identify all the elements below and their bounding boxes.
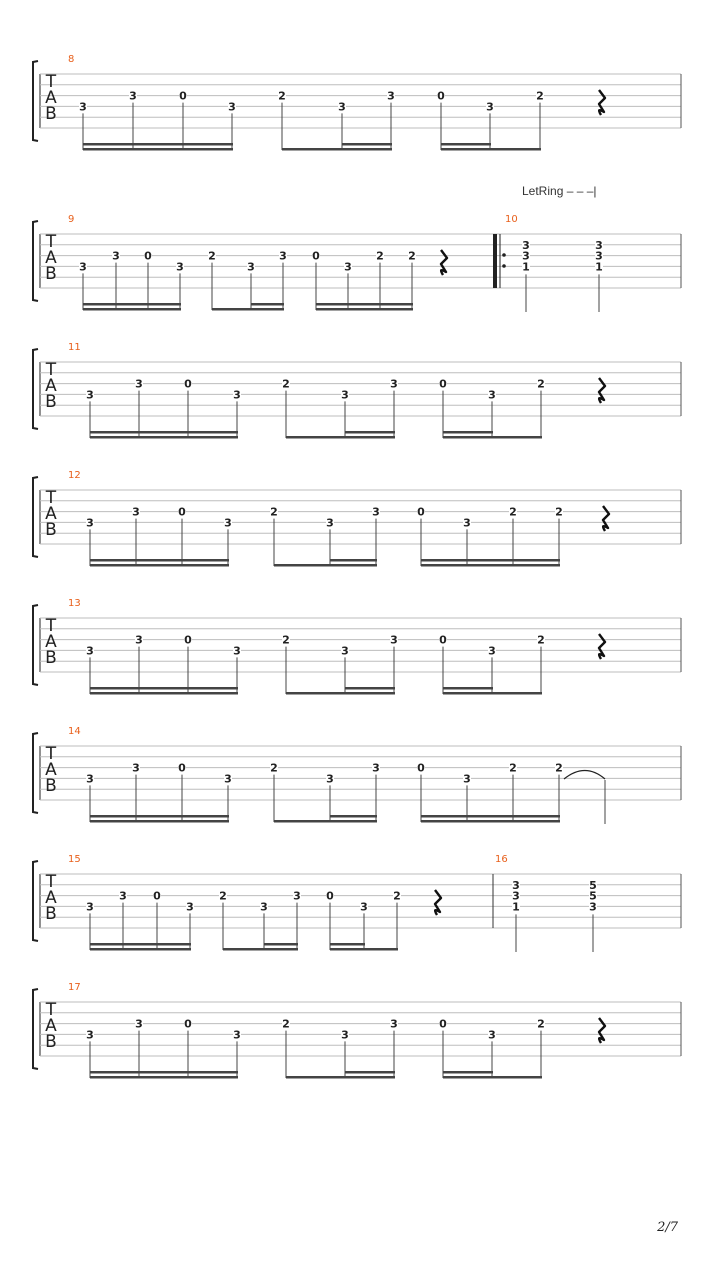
beam-secondary: [345, 687, 395, 690]
beam-secondary: [330, 943, 365, 946]
fret-number: 2: [376, 249, 384, 263]
beam-secondary: [251, 303, 284, 306]
beam: [274, 820, 377, 823]
let-ring-marking: [522, 184, 597, 198]
system-bracket: [33, 605, 38, 685]
fret-number: 3: [233, 1028, 241, 1042]
fret-number: 2: [537, 633, 545, 647]
measure-number: 17: [68, 982, 81, 993]
tab-system: [33, 477, 681, 567]
fret-number: 3: [112, 249, 120, 263]
fret-number: 2: [393, 889, 401, 903]
fret-number: 3: [488, 1028, 496, 1042]
tab-clef-letter: A: [45, 504, 57, 524]
beam: [212, 308, 284, 311]
tab-clef-letter: B: [45, 776, 57, 796]
tab-clef-letter: T: [45, 360, 57, 380]
tie-arc: [564, 771, 605, 780]
tab-clef-letter: B: [45, 264, 57, 284]
quarter-rest: [599, 90, 605, 115]
beam: [90, 820, 229, 823]
system-bracket: [33, 221, 38, 301]
system-bracket: [33, 349, 38, 429]
fret-number: 3: [338, 100, 346, 114]
measure-number: 8: [68, 54, 75, 65]
fret-number: 3: [86, 772, 94, 786]
fret-number: 2: [537, 377, 545, 391]
fret-number: 3: [79, 260, 87, 274]
fret-number: 3: [132, 761, 140, 775]
fret-number: 0: [437, 89, 445, 103]
beam: [286, 436, 395, 439]
fret-number: 3: [344, 260, 352, 274]
beam-secondary: [441, 143, 491, 146]
beam: [286, 692, 395, 695]
beam-secondary: [443, 1071, 493, 1074]
tab-clef-letter: T: [45, 72, 57, 92]
fret-number: 3: [488, 388, 496, 402]
fret-number: 3: [463, 772, 471, 786]
fret-number: 3: [86, 516, 94, 530]
fret-number: 2: [282, 1017, 290, 1031]
chord-fret-number: 1: [522, 260, 530, 274]
tab-clef-letter: T: [45, 488, 57, 508]
fret-number: 3: [132, 505, 140, 519]
fret-number: 2: [270, 505, 278, 519]
fret-number: 3: [486, 100, 494, 114]
beam-secondary: [83, 303, 181, 306]
fret-number: 0: [439, 633, 447, 647]
tab-system: [33, 989, 681, 1079]
beam: [83, 308, 181, 311]
fret-number: 3: [233, 644, 241, 658]
tab-system: [33, 605, 681, 695]
fret-number: 3: [135, 377, 143, 391]
fret-number: 2: [278, 89, 286, 103]
fret-number: 0: [178, 505, 186, 519]
fret-number: 3: [260, 900, 268, 914]
fret-number: 0: [184, 633, 192, 647]
fret-number: 3: [224, 772, 232, 786]
fret-number: 2: [270, 761, 278, 775]
beam-secondary: [345, 431, 395, 434]
measure-number: 9: [68, 214, 75, 225]
quarter-rest: [441, 250, 447, 275]
fret-number: 3: [186, 900, 194, 914]
tab-clef-letter: T: [45, 872, 57, 892]
measure-number: 10: [505, 214, 518, 225]
measure-number: 14: [68, 726, 81, 737]
fret-number: 3: [233, 388, 241, 402]
let-ring-dashes: – – –|: [566, 184, 597, 198]
fret-number: 3: [387, 89, 395, 103]
fret-number: 0: [417, 505, 425, 519]
fret-number: 0: [184, 377, 192, 391]
fret-number: 2: [282, 377, 290, 391]
tab-system: [33, 861, 681, 952]
beam: [90, 948, 191, 951]
fret-number: 3: [129, 89, 137, 103]
tab-clef-letter: B: [45, 648, 57, 668]
fret-number: 3: [341, 644, 349, 658]
chord-fret-number: 1: [512, 900, 520, 914]
beam: [443, 436, 542, 439]
fret-number: 2: [282, 633, 290, 647]
beam: [316, 308, 413, 311]
beam-secondary: [342, 143, 392, 146]
beam-secondary: [421, 559, 560, 562]
beam: [90, 436, 238, 439]
quarter-rest: [599, 634, 605, 659]
beam: [421, 564, 560, 567]
chord-fret-number: 3: [512, 878, 520, 892]
beam: [286, 1076, 395, 1079]
quarter-rest: [599, 1018, 605, 1043]
tab-system: [33, 221, 681, 312]
chord-fret-number: 3: [522, 249, 530, 263]
fret-number: 2: [537, 1017, 545, 1031]
beam: [282, 148, 392, 151]
beam-secondary: [90, 943, 191, 946]
beam-secondary: [264, 943, 298, 946]
beam-secondary: [90, 687, 238, 690]
beam: [90, 692, 238, 695]
tab-system: [33, 349, 681, 439]
fret-number: 3: [372, 761, 380, 775]
repeat-dot: [502, 253, 506, 257]
beam-secondary: [345, 1071, 395, 1074]
repeat-thick-bar: [493, 234, 497, 288]
measure-number: 16: [495, 854, 508, 865]
fret-number: 3: [360, 900, 368, 914]
fret-number: 0: [179, 89, 187, 103]
fret-number: 3: [326, 516, 334, 530]
tab-clef-letter: B: [45, 104, 57, 124]
fret-number: 3: [326, 772, 334, 786]
quarter-rest: [435, 890, 441, 915]
fret-number: 3: [279, 249, 287, 263]
beam-secondary: [90, 559, 229, 562]
tab-clef-letter: B: [45, 520, 57, 540]
system-bracket: [33, 861, 38, 941]
beam-secondary: [330, 559, 377, 562]
beam-secondary: [443, 431, 493, 434]
fret-number: 0: [144, 249, 152, 263]
fret-number: 3: [79, 100, 87, 114]
tab-clef-letter: A: [45, 632, 57, 652]
beam: [421, 820, 560, 823]
fret-number: 3: [341, 388, 349, 402]
measure-number: 12: [68, 470, 81, 481]
system-bracket: [33, 733, 38, 813]
fret-number: 3: [341, 1028, 349, 1042]
fret-number: 3: [228, 100, 236, 114]
page-number: 2/7: [657, 1220, 678, 1235]
beam-secondary: [330, 815, 377, 818]
fret-number: 3: [176, 260, 184, 274]
fret-number: 2: [208, 249, 216, 263]
fret-number: 3: [86, 388, 94, 402]
fret-number: 0: [439, 377, 447, 391]
tab-clef-letter: T: [45, 232, 57, 252]
beam: [83, 148, 233, 151]
fret-number: 3: [488, 644, 496, 658]
chord-fret-number: 5: [589, 889, 597, 903]
tab-system: [33, 733, 681, 824]
beam: [90, 1076, 238, 1079]
tab-clef-letter: A: [45, 376, 57, 396]
beam-secondary: [90, 1071, 238, 1074]
measure-number: 13: [68, 598, 81, 609]
system-bracket: [33, 61, 38, 141]
fret-number: 0: [439, 1017, 447, 1031]
fret-number: 3: [86, 644, 94, 658]
tab-clef-letter: T: [45, 1000, 57, 1020]
beam-secondary: [90, 815, 229, 818]
fret-number: 0: [326, 889, 334, 903]
beam: [90, 564, 229, 567]
tab-clef-letter: T: [45, 616, 57, 636]
beam: [443, 1076, 542, 1079]
fret-number: 3: [390, 377, 398, 391]
beam: [330, 948, 398, 951]
fret-number: 3: [86, 900, 94, 914]
chord-fret-number: 1: [595, 260, 603, 274]
beam-secondary: [316, 303, 413, 306]
beam-secondary: [421, 815, 560, 818]
beam-secondary: [90, 431, 238, 434]
quarter-rest: [599, 378, 605, 403]
tab-clef-letter: A: [45, 888, 57, 908]
fret-number: 3: [135, 1017, 143, 1031]
fret-number: 3: [135, 633, 143, 647]
beam: [274, 564, 377, 567]
repeat-dot: [502, 264, 506, 268]
fret-number: 3: [390, 633, 398, 647]
fret-number: 0: [312, 249, 320, 263]
fret-number: 2: [555, 505, 563, 519]
fret-number: 3: [224, 516, 232, 530]
tab-clef-letter: B: [45, 392, 57, 412]
beam: [223, 948, 298, 951]
system-bracket: [33, 989, 38, 1069]
fret-number: 2: [219, 889, 227, 903]
tab-clef-letter: T: [45, 744, 57, 764]
tab-clef-letter: A: [45, 1016, 57, 1036]
beam-secondary: [83, 143, 233, 146]
fret-number: 3: [86, 1028, 94, 1042]
fret-number: 3: [247, 260, 255, 274]
chord-fret-number: 5: [589, 878, 597, 892]
fret-number: 2: [408, 249, 416, 263]
measure-number: 15: [68, 854, 81, 865]
beam: [443, 692, 542, 695]
fret-number: 0: [417, 761, 425, 775]
fret-number: 3: [463, 516, 471, 530]
tab-system: [33, 61, 681, 151]
fret-number: 2: [509, 761, 517, 775]
fret-number: 2: [555, 761, 563, 775]
tab-clef-letter: A: [45, 248, 57, 268]
chord-fret-number: 3: [595, 249, 603, 263]
fret-number: 0: [153, 889, 161, 903]
beam: [441, 148, 541, 151]
tab-clef-letter: A: [45, 760, 57, 780]
chord-fret-number: 3: [512, 889, 520, 903]
let-ring-label: LetRing: [522, 184, 564, 198]
beam-secondary: [443, 687, 493, 690]
chord-fret-number: 3: [522, 238, 530, 252]
fret-number: 2: [509, 505, 517, 519]
fret-number: 3: [372, 505, 380, 519]
fret-number: 2: [536, 89, 544, 103]
tab-clef-letter: B: [45, 904, 57, 924]
fret-number: 3: [293, 889, 301, 903]
fret-number: 0: [178, 761, 186, 775]
tab-clef-letter: A: [45, 88, 57, 108]
chord-fret-number: 3: [589, 900, 597, 914]
system-bracket: [33, 477, 38, 557]
measure-number: 11: [68, 342, 81, 353]
quarter-rest: [603, 506, 609, 531]
chord-fret-number: 3: [595, 238, 603, 252]
fret-number: 0: [184, 1017, 192, 1031]
fret-number: 3: [119, 889, 127, 903]
fret-number: 3: [390, 1017, 398, 1031]
tab-clef-letter: B: [45, 1032, 57, 1052]
